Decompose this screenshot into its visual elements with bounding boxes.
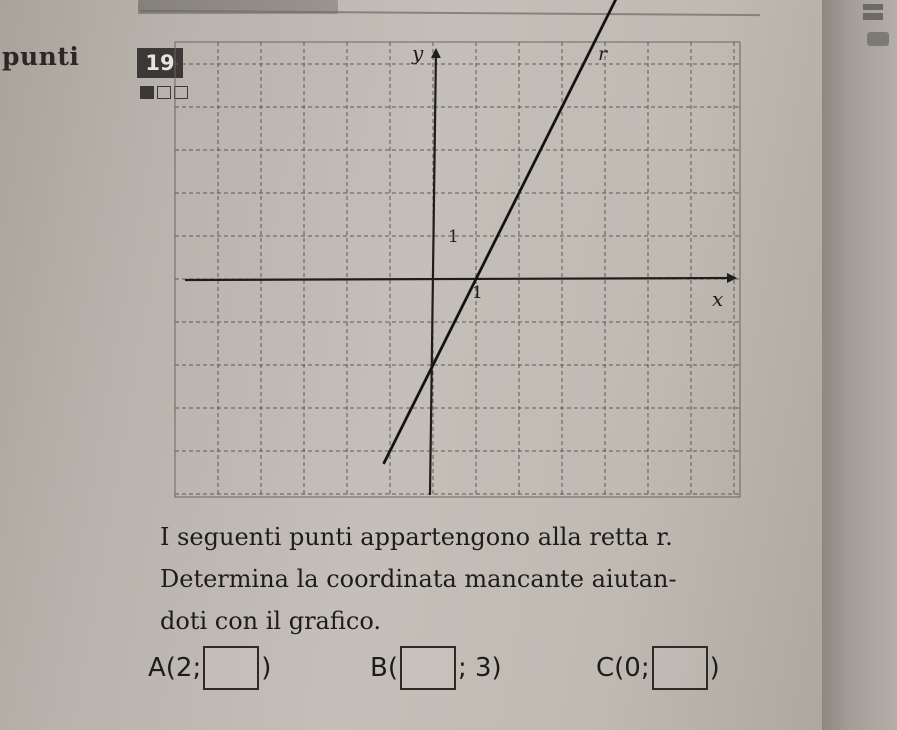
- point-a-prefix: A(2;: [148, 653, 202, 683]
- point-c-suffix: ): [709, 653, 720, 683]
- line-r: [384, 0, 631, 464]
- section-label: punti: [2, 42, 80, 71]
- problem-line: I seguenti punti appartengono alla retta r.: [160, 523, 673, 551]
- point-b: [370, 646, 502, 690]
- answer-box-c[interactable]: [652, 646, 708, 690]
- points-row: [148, 646, 788, 696]
- grid-frame: [175, 42, 740, 497]
- x-axis: [185, 278, 735, 280]
- answer-box-a[interactable]: [203, 646, 259, 690]
- graph-grid: [175, 42, 740, 497]
- x-axis-label: x: [712, 287, 724, 311]
- exercise-number: 19: [137, 48, 183, 78]
- y-tick-label: 1: [448, 227, 459, 247]
- y-axis-label: y: [412, 41, 424, 65]
- point-a: [148, 646, 271, 690]
- answer-box-b[interactable]: [400, 646, 456, 690]
- problem-statement: [160, 516, 780, 642]
- problem-line: Determina la coordinata mancante aiutan-: [160, 565, 677, 593]
- line-r-label: r: [598, 43, 608, 65]
- point-c-prefix: C(0;: [596, 653, 650, 683]
- point-c: [596, 646, 720, 690]
- point-a-suffix: ): [261, 653, 272, 683]
- point-b-prefix: B(: [370, 653, 398, 683]
- x-tick-label: 1: [472, 283, 483, 303]
- problem-line: doti con il grafico.: [160, 607, 381, 635]
- point-b-suffix: ; 3): [457, 653, 502, 683]
